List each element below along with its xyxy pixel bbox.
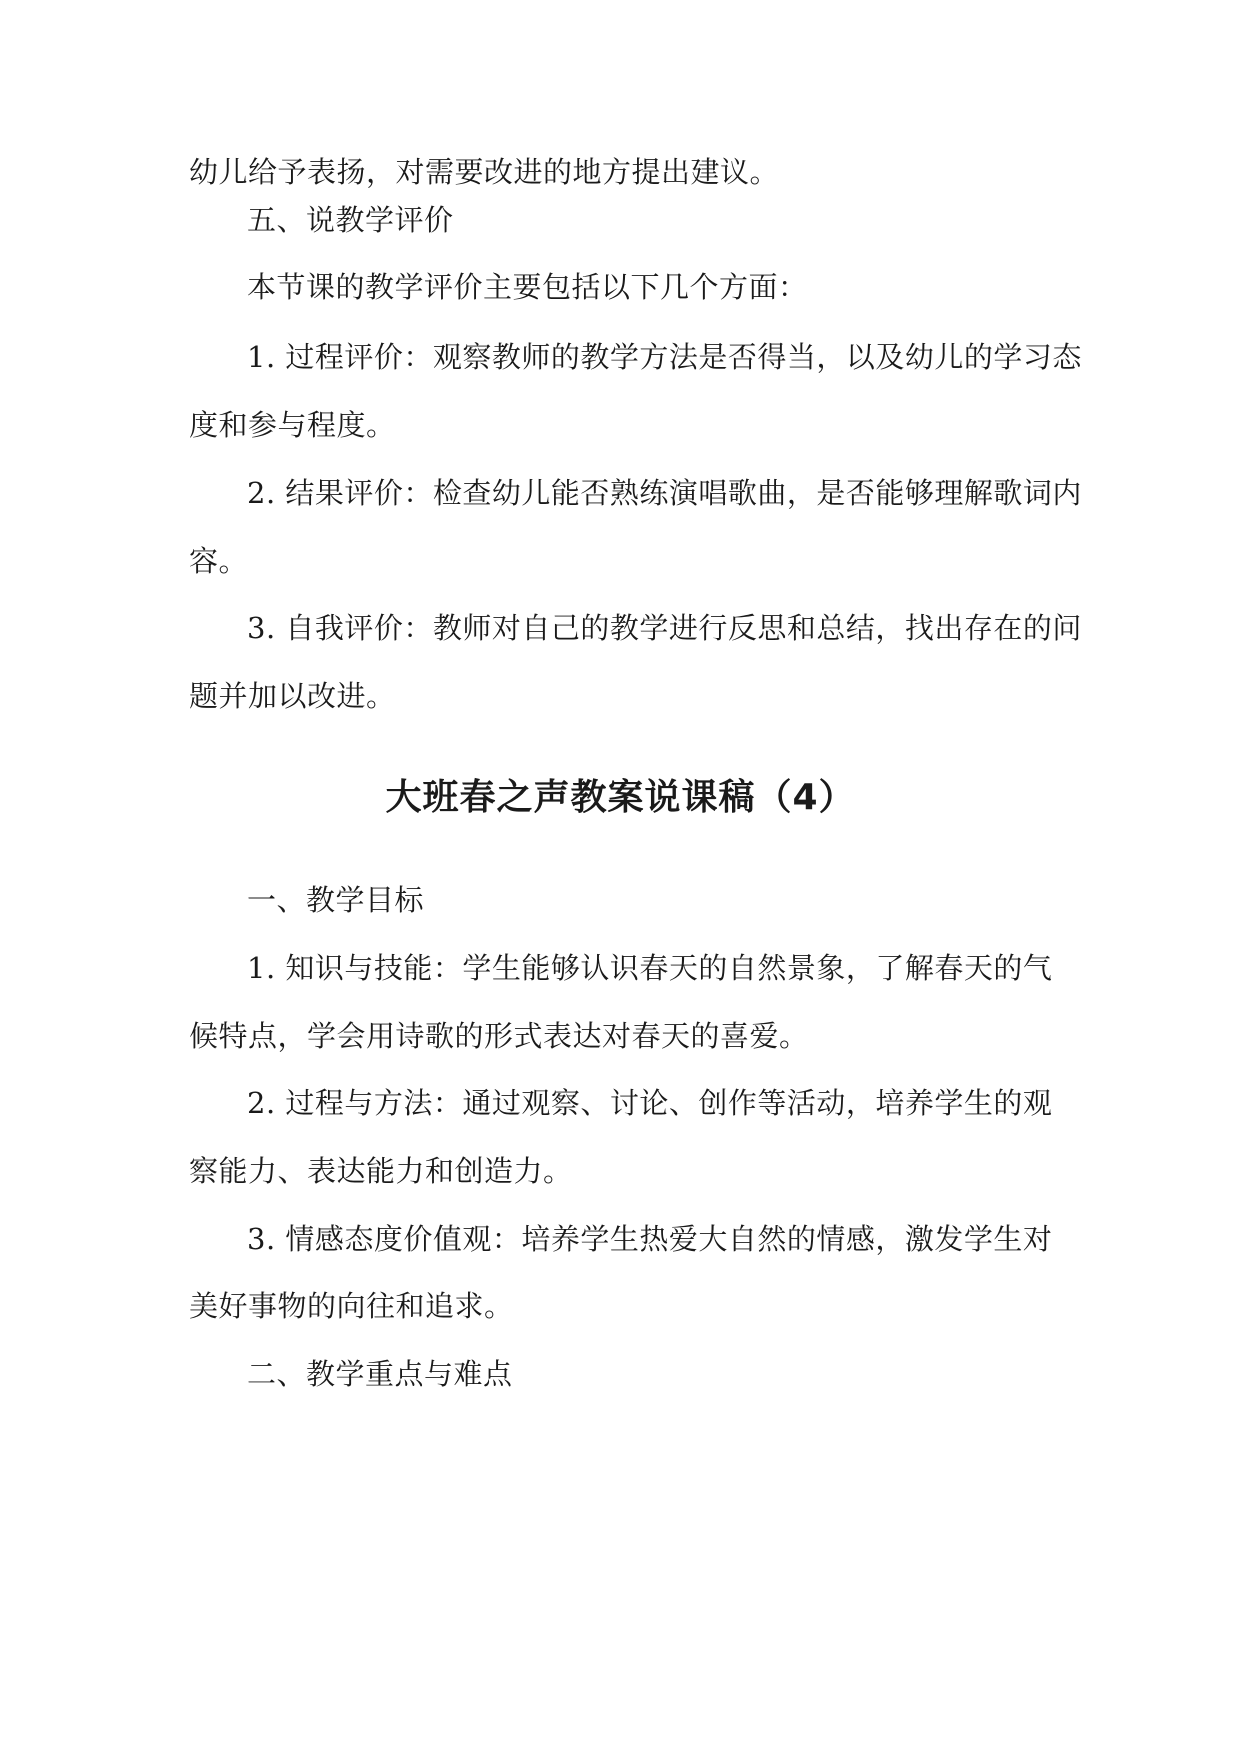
heading-teaching-goals: 一、教学目标 — [247, 883, 425, 917]
evaluation-item-3-line-2: 题并加以改进。 — [189, 679, 396, 713]
evaluation-intro: 本节课的教学评价主要包括以下几个方面： — [247, 270, 808, 304]
evaluation-item-3-line-1: 3. 自我评价：教师对自己的教学进行反思和总结，找出存在的问 — [247, 611, 1082, 645]
goal-1-line-2: 候特点，学会用诗歌的形式表达对春天的喜爱。 — [189, 1019, 809, 1053]
evaluation-item-2-line-1: 2. 结果评价：检查幼儿能否熟练演唱歌曲，是否能够理解歌词内 — [247, 476, 1082, 510]
goal-2-line-1: 2. 过程与方法：通过观察、讨论、创作等活动，培养学生的观 — [247, 1086, 1053, 1120]
evaluation-item-2-line-2: 容。 — [189, 544, 249, 578]
goal-2-line-2: 察能力、表达能力和创造力。 — [189, 1154, 573, 1188]
section-title: 大班春之声教案说课稿（4） — [385, 777, 856, 818]
heading-key-points: 二、教学重点与难点 — [247, 1357, 513, 1391]
evaluation-item-1-line-2: 度和参与程度。 — [189, 408, 396, 442]
evaluation-item-1-line-1: 1. 过程评价：观察教师的教学方法是否得当，以及幼儿的学习态 — [247, 340, 1082, 374]
goal-3-line-2: 美好事物的向往和追求。 — [189, 1289, 514, 1323]
paragraph-continuation: 幼儿给予表扬，对需要改进的地方提出建议。 — [189, 155, 780, 189]
goal-3-line-1: 3. 情感态度价值观：培养学生热爱大自然的情感，激发学生对 — [247, 1222, 1053, 1256]
heading-teaching-evaluation: 五、说教学评价 — [247, 203, 454, 237]
goal-1-line-1: 1. 知识与技能：学生能够认识春天的自然景象，了解春天的气 — [247, 951, 1053, 985]
